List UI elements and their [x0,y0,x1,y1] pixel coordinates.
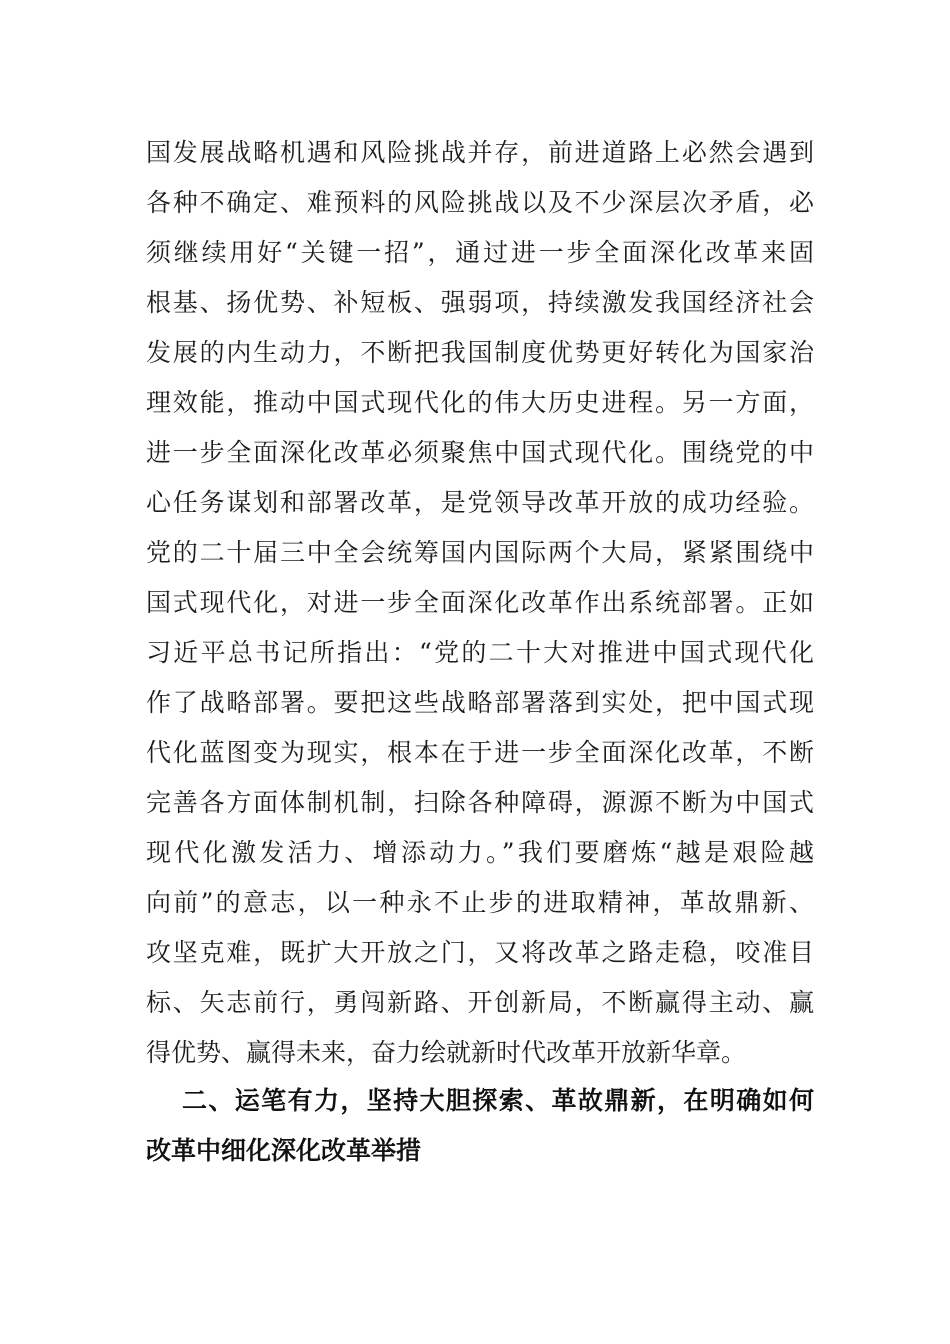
paragraph-line: 各种不确定、难预料的风险挑战以及不少深层次矛盾，必 [146,188,814,217]
paragraph-line: 根基、扬优势、补短板、强弱项，持续激发我国经济社会 [146,288,814,317]
paragraph-line: 标、矢志前行，勇闯新路、开创新局，不断赢得主动、赢 [146,988,814,1017]
paragraph-line: 作了战略部署。要把这些战略部署落到实处，把中国式现 [146,688,814,717]
paragraph-line: 心任务谋划和部署改革，是党领导改革开放的成功经验。 [146,488,814,517]
paragraph-line: 进一步全面深化改革必须聚焦中国式现代化。围绕党的中 [146,438,814,467]
paragraph-line: 须继续用好“关键一招”，通过进一步全面深化改革来固 [146,238,814,267]
paragraph-line: 党的二十届三中全会统筹国内国际两个大局，紧紧围绕中 [146,538,814,567]
paragraph-line: 现代化激发活力、增添动力。”我们要磨炼“越是艰险越 [146,838,814,867]
paragraph-line: 向前”的意志，以一种永不止步的进取精神，革故鼎新、 [146,888,814,917]
paragraph-line: 习近平总书记所指出：“党的二十大对推进中国式现代化 [146,638,814,667]
heading-line: 改革中细化深化改革举措 [146,1136,422,1165]
paragraph-line: 理效能，推动中国式现代化的伟大历史进程。另一方面， [146,388,814,417]
paragraph-line: 国式现代化，对进一步全面深化改革作出系统部署。正如 [146,588,814,617]
paragraph-line: 代化蓝图变为现实，根本在于进一步全面深化改革，不断 [146,738,814,767]
paragraph-line: 得优势、赢得未来，奋力绘就新时代改革开放新华章。 [146,1038,747,1067]
paragraph-line: 发展的内生动力，不断把我国制度优势更好转化为国家治 [146,338,814,367]
body-paragraph [146,128,814,1078]
paragraph-line: 完善各方面体制机制，扫除各种障碍，源源不断为中国式 [146,788,814,817]
paragraph-line: 攻坚克难，既扩大开放之门，又将改革之路走稳，咬准目 [146,938,814,967]
paragraph-line: 国发展战略机遇和风险挑战并存，前进道路上必然会遇到 [146,138,814,167]
section-heading [146,1076,814,1176]
heading-line: 二、运笔有力，坚持大胆探索、革故鼎新，在明确如何 [182,1086,814,1115]
